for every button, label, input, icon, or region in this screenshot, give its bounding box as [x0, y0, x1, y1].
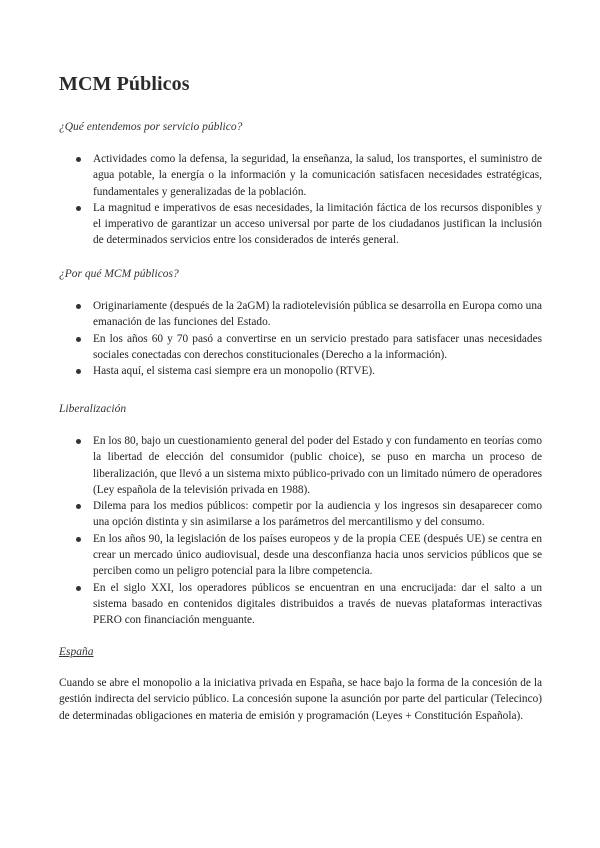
bullet-icon — [76, 504, 81, 509]
list-item-text: En los años 90, la legislación de los países europeos y de la propia CEE (después UE) se centra en crear un mercado único audiovisual, desde una desconfianza hacia unos servicios públicos que se perciben como un peligro potencial para la libre competencia. — [93, 532, 542, 578]
list-item — [59, 580, 542, 629]
paragraph-espana: Cuando se abre el monopolio a la iniciativa privada en España, se hace bajo la forma de la concesión de la gestión indirecta del servicio público. La concesión supone la asunción por parte del particular (Telecinco) de determinadas obligaciones en materia de emisión y programación (Leyes + Constitución Española). — [59, 677, 542, 722]
section-heading-servicio-publico: ¿Qué entendemos por servicio público? — [59, 121, 243, 133]
list-item-text: Dilema para los medios públicos: competir por la audiencia y los ingresos sin desaparecer como una opción distinta y sin asimilarse a los parámetros del mercantilismo y del consumo. — [93, 500, 542, 529]
bullet-icon — [76, 157, 81, 162]
list-item-text: En los años 60 y 70 pasó a convertirse en un servicio prestado para satisfacer unas necesidades sociales conectadas con derechos constitucionales (Derecho a la información). — [93, 332, 542, 361]
bullet-icon — [76, 586, 81, 591]
bullet-icon — [76, 369, 81, 374]
bullet-icon — [76, 337, 81, 342]
bullet-icon — [76, 537, 81, 542]
list-item-text: Actividades como la defensa, la seguridad, la enseñanza, la salud, los transportes, el suministro de agua potable, la energía o la información y la comunicación satisfacen necesidades estratégicas, fundamentales y generalizadas de la población. — [93, 153, 542, 198]
list-item — [59, 151, 542, 200]
section-heading-por-que: ¿Por qué MCM públicos? — [59, 268, 179, 280]
bullet-list-por-que — [59, 298, 542, 379]
bullet-icon — [76, 439, 81, 444]
bullet-icon — [76, 304, 81, 309]
list-item — [59, 298, 542, 331]
section-heading-liberalizacion: Liberalización — [59, 403, 127, 415]
list-item-text: Hasta aquí, el sistema casi siempre era un monopolio (RTVE). — [93, 365, 375, 378]
list-item-text: En el siglo XXI, los operadores públicos se encuentran en una encrucijada: dar el salto a un sistema basado en contenidos digitales distribuidos a través de nuevas plataformas interactivas PERO con financiación menguante. — [93, 581, 542, 627]
list-item-text: En los 80, bajo un cuestionamiento general del poder del Estado y con fundamento en teorías como la libertad de elección del consumidor (public choice), se puso en marcha un proceso de liberalización, que llevó a un sistema mixto público-privado con un limitado número de operadores (Ley española de la televisión privada en 1988). — [93, 435, 542, 496]
list-item-text: La magnitud e imperativos de esas necesidades, la limitación fáctica de los recursos disponibles y el imperativo de garantizar un acceso universal por parte de los ciudadanos justifican la inclusión de determinados servicios entre los considerados de interés general. — [93, 201, 542, 247]
bullet-list-liberalizacion — [59, 433, 542, 629]
section-heading-espana: España — [59, 646, 94, 658]
list-item — [59, 363, 542, 379]
list-item-text: Originariamente (después de la 2aGM) la radiotelevisión pública se desarrolla en Europa como una emanación de las funciones del Estado. — [93, 300, 542, 329]
list-item — [59, 531, 542, 580]
bullet-icon — [76, 206, 81, 211]
bullet-list-servicio-publico — [59, 151, 542, 249]
page-title: MCM Públicos — [59, 73, 190, 95]
list-item — [59, 498, 542, 531]
list-item — [59, 200, 542, 249]
list-item — [59, 331, 542, 364]
list-item — [59, 433, 542, 498]
